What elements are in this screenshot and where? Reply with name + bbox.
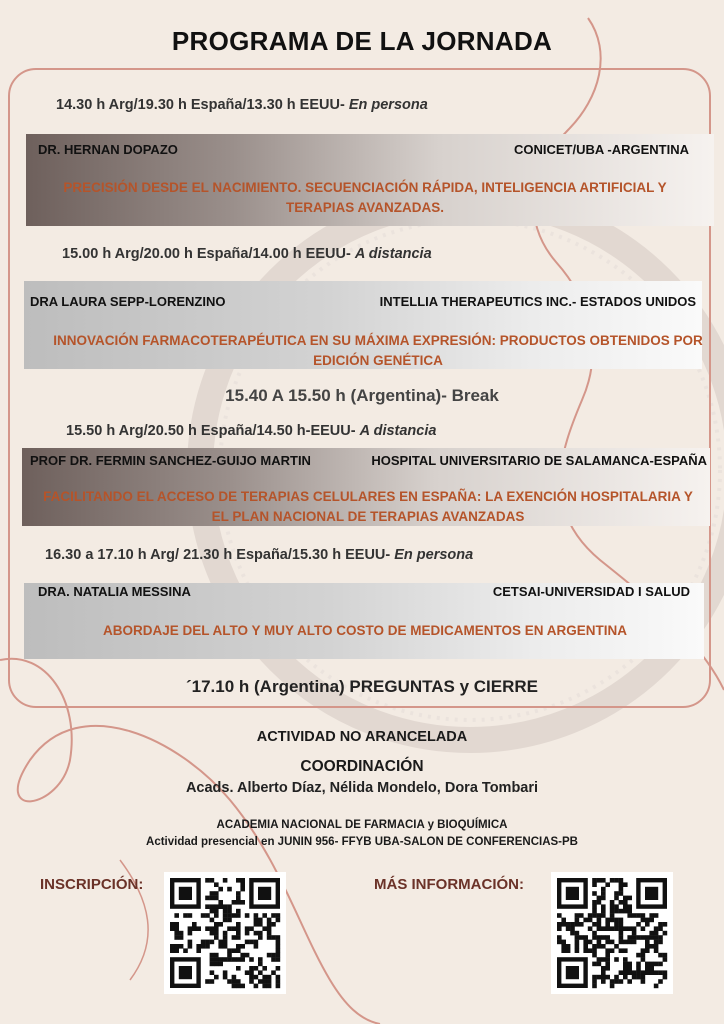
free-activity-note: ACTIVIDAD NO ARANCELADA — [256, 729, 468, 745]
coordination-label: COORDINACIÓN — [300, 758, 424, 775]
qr-code-icon — [164, 872, 286, 994]
session-1-speaker: DR. HERNAN DOPAZO — [38, 142, 178, 157]
session-3-time: 15.50 h Arg/20.50 h España/14.50 h-EEUU- A distancia — [66, 423, 437, 439]
session-3-mode: A distancia — [359, 423, 437, 439]
session-2-speaker: DRA LAURA SEPP-LORENZINO — [30, 294, 226, 309]
session-4-time: 16.30 a 17.10 h Arg/ 21.30 h España/15.30 h EEUU- En persona — [45, 547, 474, 563]
venue: Actividad presencial en JUNIN 956- FFYB UBA-SALON DE CONFERENCIAS-PB — [146, 836, 578, 848]
session-2-institution: INTELLIA THERAPEUTICS INC.- ESTADOS UNIDOS — [379, 294, 696, 309]
session-4-mode: En persona — [394, 547, 474, 563]
session-2-time: 15.00 h Arg/20.00 h España/14.00 h EEUU- A distancia — [62, 246, 432, 262]
session-1-institution: CONICET/UBA -ARGENTINA — [513, 142, 689, 157]
registration-label: INSCRIPCIÓN: — [40, 876, 144, 893]
session-2-talk: INNOVACIÓN FARMACOTERAPÉUTICA EN SU MÁXIMA EXPRESIÓN: PRODUCTOS OBTENIDOS POR EDICIÓN GENÉTICA — [53, 333, 703, 368]
session-3-speaker: PROF DR. FERMIN SANCHEZ-GUIJO MARTIN — [30, 453, 311, 468]
session-1-time: 14.30 h Arg/19.30 h España/13.30 h EEUU- En persona — [56, 97, 428, 113]
session-4-speaker: DRA. NATALIA MESSINA — [38, 584, 191, 599]
academy-name: ACADEMIA NACIONAL DE FARMACIA y BIOQUÍMICA — [216, 819, 508, 831]
session-1-mode: En persona — [348, 97, 428, 113]
session-4-institution: CETSAI-UNIVERSIDAD I SALUD — [492, 584, 690, 599]
more-info-qr-code[interactable] — [551, 872, 673, 994]
session-1-talk: PRECISIÓN DESDE EL NACIMIENTO. SECUENCIACIÓN RÁPIDA, INTELIGENCIA ARTIFICIAL Y TERAPIAS AVANZADAS. — [63, 180, 667, 215]
session-3-institution: HOSPITAL UNIVERSITARIO DE SALAMANCA-ESPAÑA — [371, 453, 707, 468]
page-title: PROGRAMA DE LA JORNADA — [171, 26, 553, 56]
registration-qr-code[interactable] — [164, 872, 286, 994]
coordinators: Acads. Alberto Díaz, Nélida Mondelo, Dora Tombari — [185, 780, 539, 796]
closing-time: ´17.10 h (Argentina) PREGUNTAS y CIERRE — [185, 677, 539, 696]
session-2-mode: A distancia — [354, 246, 432, 262]
more-info-label: MÁS INFORMACIÓN: — [374, 876, 524, 893]
session-3-talk: FACILITANDO EL ACCESO DE TERAPIAS CELULARES EN ESPAÑA: LA EXENCIÓN HOSPITALARIA Y EL PLAN NACIONAL DE TERAPIAS AVANZADAS — [43, 489, 693, 524]
break-time: 15.40 A 15.50 h (Argentina)- Break — [225, 386, 499, 405]
qr-code-icon — [551, 872, 673, 994]
session-4-talk: ABORDAJE DEL ALTO Y MUY ALTO COSTO DE MEDICAMENTOS EN ARGENTINA — [102, 623, 628, 638]
